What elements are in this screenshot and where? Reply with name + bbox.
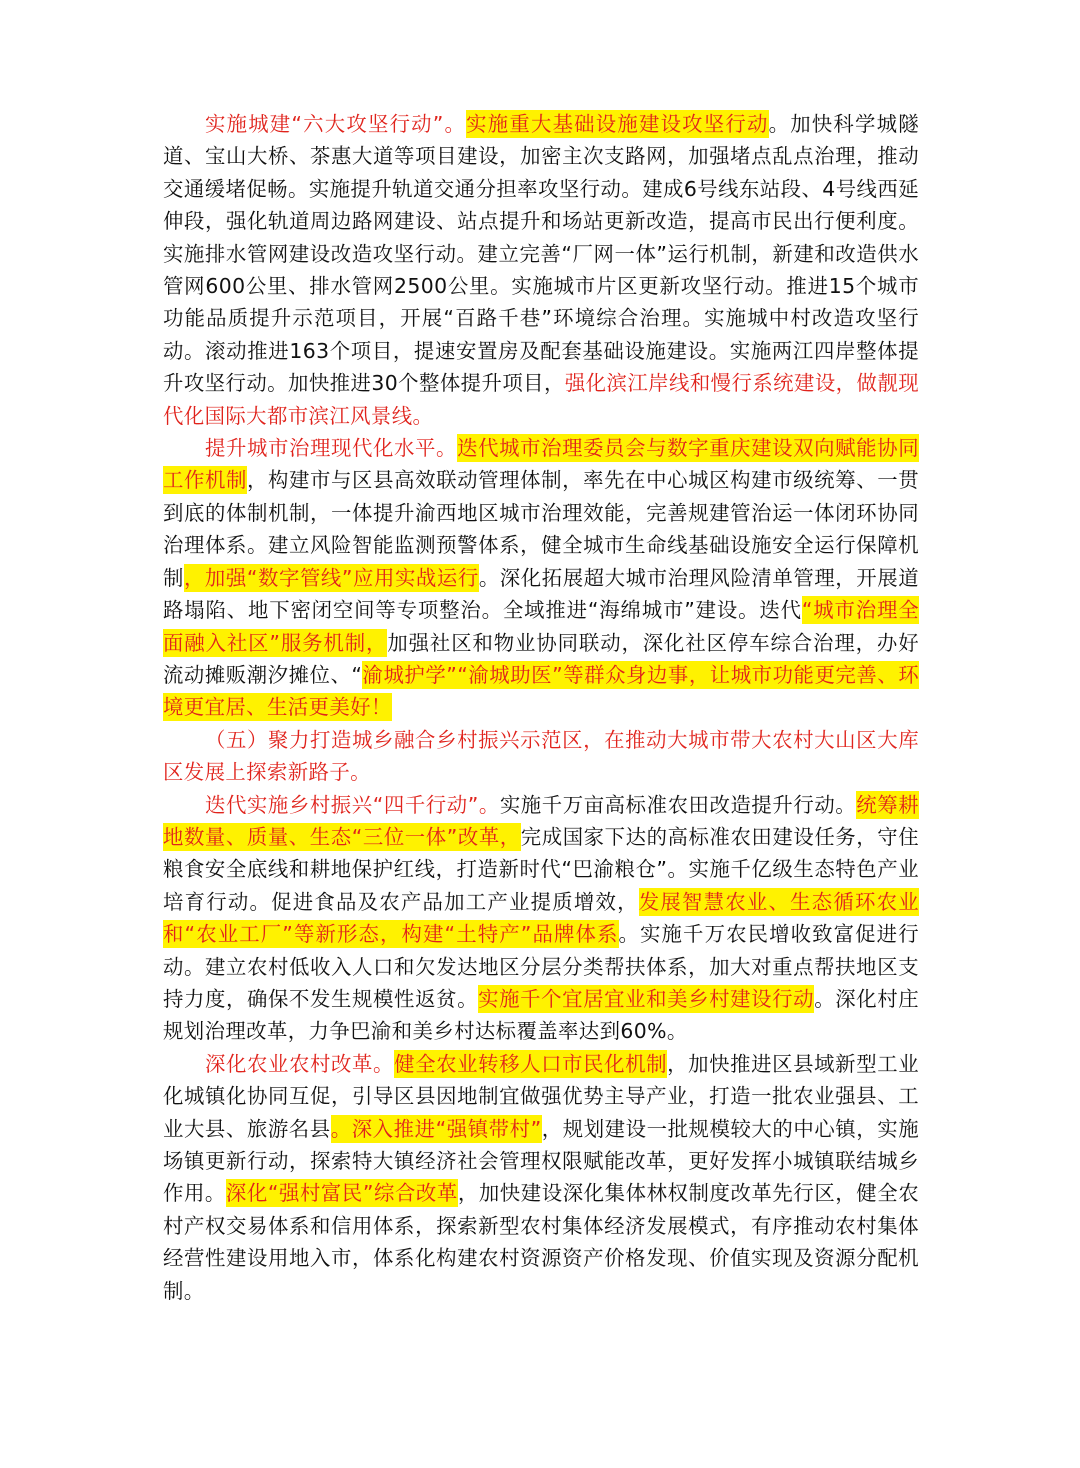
highlighted-text: “城市治理全面融入社区”服务机制， bbox=[163, 598, 919, 655]
body-text: ，加快推进区县域新型工业化城镇化协同互促，引导区县因地制宜做强优势主导产业，打造一批农业强县、工业大县、旅游名县 bbox=[163, 1051, 919, 1141]
highlighted-text: 实施重大基础设施建设攻坚行动 bbox=[466, 112, 769, 136]
document-page bbox=[163, 108, 919, 1307]
emphasized-text: 强化滨江岸线和慢行系统建设，做靓现代化国际大都市滨江风景线。 bbox=[163, 371, 919, 428]
highlighted-text: 实施千个宜居宜业和美乡村建设行动 bbox=[478, 986, 815, 1011]
body-text: 。深化村庄规划治理改革，力争巴渝和美乡村达标覆盖率达到60%。 bbox=[163, 986, 920, 1044]
body-text: 实施千万亩高标准农田改造提升行动。 bbox=[499, 792, 857, 817]
body-text: 。加快科学城隧道、宝山大桥、茶惠大道等项目建设，加密主次支路网，加强堵点乱点治理，推动交通缓堵促畅。实施提升轨道交通分担率攻坚行动。建成6号线东站段、4号线西延伸段，强化轨道周边路网建设、站点提升和场站更新改造，提高市民出行便利度。实施排水管网建设改造攻坚行动。建立完善“厂网一体”运行机制，新建和改造供水管网600公里、排水管网2500公里。实施城市片区更新攻坚行动。推进15个城市功能品质提升示范项目，开展“百路千巷”环境综合治理。实施城中村改造攻坚行动。滚动推进163个项目，提速安置房及配套基础设施建设。实施两江四岸整体提升攻坚行动。加快推进30个整体提升项目， bbox=[163, 112, 919, 396]
highlighted-text: 。深入推进“强镇带村” bbox=[330, 1116, 542, 1141]
paragraph-rural-reform bbox=[163, 1048, 919, 1307]
highlighted-text: 健全农业转移人口市民化机制 bbox=[394, 1051, 668, 1076]
body-text: 。深化拓展超大城市治理风险清单管理，开展道路塌陷、地下密闭空间等专项整治。全域推进“海绵城市”建设。迭代 bbox=[163, 565, 919, 623]
paragraph-rural-revitalization bbox=[163, 789, 919, 1048]
paragraph-section-five-heading bbox=[163, 724, 919, 789]
highlighted-text: 深化“强村富民”综合改革 bbox=[225, 1181, 458, 1206]
highlighted-text: 迭代城市治理委员会与数字重庆建设双向赋能协同工作机制 bbox=[163, 436, 919, 493]
section-heading: （五）聚力打造城乡融合乡村振兴示范区，在推动大城市带大农村大山区大库区发展上探索新路子。 bbox=[163, 727, 919, 785]
body-text: 加强社区和物业协同联动，深化社区停车综合治理，办好流动摊贩潮汐摊位、“ bbox=[163, 630, 919, 687]
body-text: ，加快建设深化集体林权制度改革先行区，健全农村产权交易体系和信用体系，探索新型农村集体经济发展模式，有序推动农村集体经营性建设用地入市，体系化构建农村资源资产价格发现、价值实现及资源分配机制。 bbox=[163, 1181, 919, 1303]
highlighted-text: ，加强“数字管线”应用实战运行 bbox=[183, 565, 479, 590]
section-heading: 深化农业农村改革。 bbox=[205, 1051, 395, 1076]
section-heading: 提升城市治理现代化水平。 bbox=[205, 436, 458, 461]
paragraph-urban-governance bbox=[163, 432, 919, 724]
section-heading: 迭代实施乡村振兴“四千行动”。 bbox=[205, 792, 500, 817]
highlighted-text: 渝城护学”“渝城助医”等群众身边事，让城市功能更完善、环境更宜居、生活更美好！ bbox=[163, 662, 919, 720]
body-text: ，构建市与区县高效联动管理体制，率先在中心城区构建市级统筹、一贯到底的体制机制，一体提升渝西地区城市治理效能，完善规建管治运一体闭环协同治理体系。建立风险智能监测预警体系，健全城市生命线基础设施安全运行保障机制 bbox=[163, 468, 919, 590]
body-text: 。实施千万农民增收致富促进行动。建立农村低收入人口和欠发达地区分层分类帮扶体系，加大对重点帮扶地区支持力度，确保不发生规模性返贫。 bbox=[163, 922, 919, 1011]
body-text: ，规划建设一批规模较大的中心镇，实施场镇更新行动，探索特大镇经济社会管理权限赋能改革，更好发挥小城镇联结城乡作用。 bbox=[163, 1116, 920, 1206]
highlighted-text: 发展智慧农业、生态循环农业和“农业工厂”等新形态，构建“土特产”品牌体系 bbox=[163, 889, 919, 947]
paragraph-urban-actions bbox=[163, 108, 919, 432]
body-text: 完成国家下达的高标准农田建设任务，守住粮食安全底线和耕地保护红线，打造新时代“巴渝粮仓”。实施千亿级生态特色产业培育行动。促进食品及农产品加工产业提质增效， bbox=[163, 824, 919, 914]
section-heading: 实施城建“六大攻坚行动”。 bbox=[205, 112, 467, 136]
highlighted-text: 统筹耕地数量、质量、生态“三位一体”改革， bbox=[163, 792, 919, 849]
